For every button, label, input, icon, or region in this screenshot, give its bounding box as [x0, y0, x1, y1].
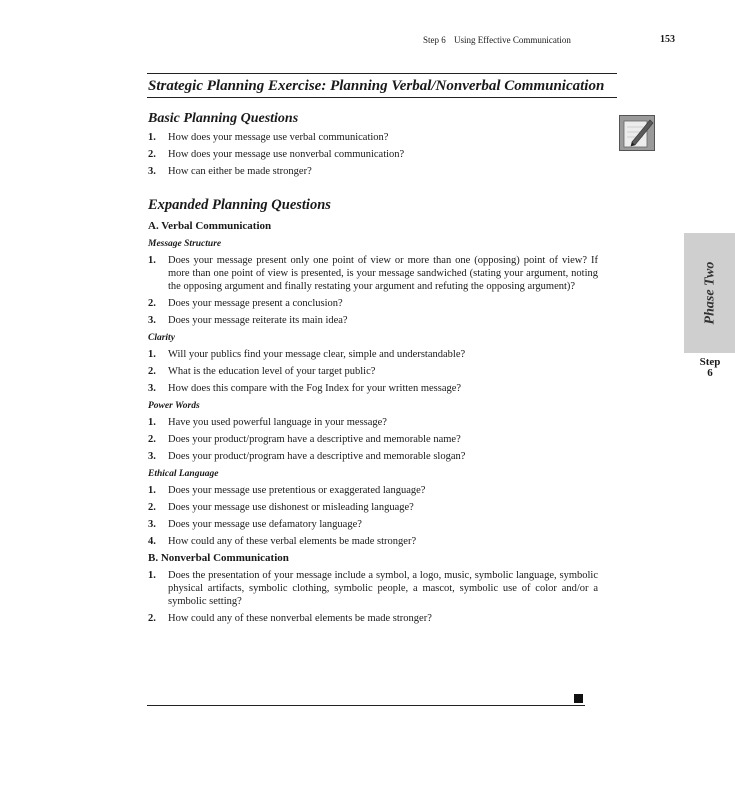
message-structure-heading: Message Structure: [148, 239, 222, 249]
side-step-indicator: [692, 357, 728, 379]
pencil-icon: [619, 115, 655, 151]
list-item: 2. Does your message use dishonest or misleading language?: [148, 502, 414, 513]
ethical-language-heading: Ethical Language: [148, 469, 219, 479]
list-item: 1. Does your message use pretentious or exaggerated language?: [148, 485, 426, 496]
clarity-heading: Clarity: [148, 333, 175, 343]
side-step-word: Step: [699, 356, 721, 368]
expanded-questions-heading: Expanded Planning Questions: [148, 197, 331, 213]
exercise-title: Strategic Planning Exercise: Planning Verbal/Nonverbal Communication: [148, 78, 605, 94]
list-item: 2. How does your message use nonverbal communication?: [148, 149, 405, 160]
page-number: 153: [660, 34, 675, 45]
ethical-language-list: [148, 484, 598, 548]
list-item: 3. Does your message use defamatory language?: [148, 519, 362, 530]
basic-questions-list: [148, 131, 598, 178]
basic-questions-heading: Basic Planning Questions: [148, 111, 299, 126]
list-item: 1. Have you used powerful language in your message?: [148, 417, 387, 428]
list-item: 1. How does your message use verbal communication?: [148, 132, 389, 143]
end-square-icon: [574, 694, 583, 703]
list-item: 2. Does your product/program have a descriptive and memorable name?: [148, 434, 461, 445]
title-bottom-rule: [147, 97, 617, 98]
exercise-body: [148, 110, 598, 629]
power-words-list: [148, 416, 598, 463]
list-item: 4. How could any of these verbal elements be made stronger?: [148, 536, 417, 547]
nonverbal-communication-heading: B. Nonverbal Communication: [148, 552, 289, 564]
list-item: 3. Does your message reiterate its main idea?: [148, 315, 348, 326]
clarity-list: [148, 348, 598, 395]
phase-side-tab: [684, 233, 735, 353]
list-item: 3. Does your product/program have a descriptive and memorable slogan?: [148, 451, 466, 462]
power-words-heading: Power Words: [148, 401, 200, 411]
list-item: 3. How does this compare with the Fog Index for your written message?: [148, 383, 462, 394]
list-item: 1. Will your publics find your message clear, simple and understandable?: [148, 349, 466, 360]
list-item: 3. How can either be made stronger?: [148, 166, 312, 177]
header-chapter-title: Using Effective Communication: [454, 35, 571, 45]
phase-label: Phase Two: [702, 261, 717, 325]
title-top-rule: [147, 73, 617, 74]
message-structure-list: [148, 254, 598, 327]
list-item: 2. How could any of these nonverbal elements be made stronger?: [148, 613, 432, 624]
closing-rule: [147, 705, 585, 706]
nonverbal-list: [148, 569, 598, 625]
side-step-number: 6: [707, 367, 713, 379]
list-item: 1. Does the presentation of your message include a symbol, a logo, music, symbolic language, symbolic physical artifacts, symbolic clothing, symbolic people, a mascot, symbolic use of color and/or a symbolic setting?: [148, 570, 598, 607]
list-item: 1. Does your message present only one point of view or more than one (opposing) point of view? If more than one point of view is presented, is your message sandwiched (stating your argument, noting the opposing argument and finally restating your argument and refuting the opposing argument)?: [148, 255, 598, 292]
list-item: 2. What is the education level of your target public?: [148, 366, 376, 377]
header-step-label: Step 6: [423, 35, 446, 45]
verbal-communication-heading: A. Verbal Communication: [148, 220, 272, 232]
running-header: [423, 35, 571, 45]
list-item: 2. Does your message present a conclusion?: [148, 298, 343, 309]
